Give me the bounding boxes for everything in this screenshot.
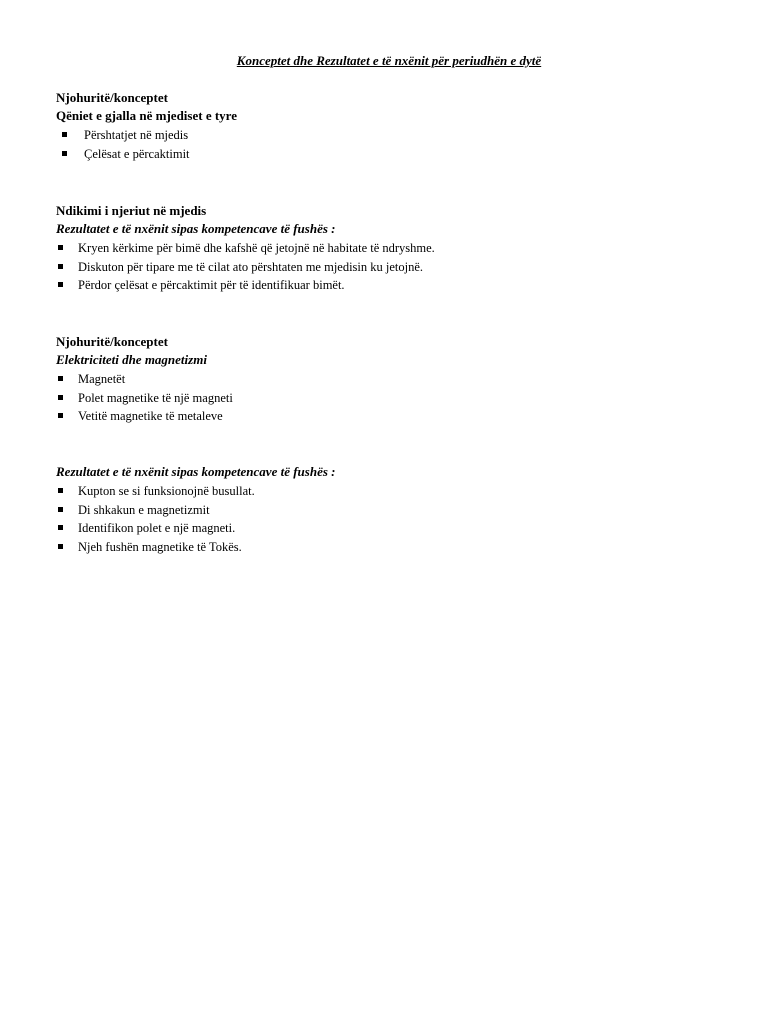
section-heading: Njohuritë/konceptet <box>56 90 168 105</box>
list-item: Di shkakun e magnetizmit <box>56 501 736 520</box>
square-bullet-icon <box>62 132 67 137</box>
square-bullet-icon <box>58 507 63 512</box>
square-bullet-icon <box>62 151 67 156</box>
bullet-list <box>56 239 736 295</box>
section-subheading: Rezultatet e të nxënit sipas kompetencave të fushës : <box>56 464 336 479</box>
section-heading: Njohuritë/konceptet <box>56 334 168 349</box>
square-bullet-icon <box>58 413 63 418</box>
section-elektriciteti-dhe-magnetizmi <box>56 333 736 426</box>
list-item: Identifikon polet e një magneti. <box>56 519 736 538</box>
list-item: Kryen kërkime për bimë dhe kafshë që jetojnë në habitate të ndryshme. <box>56 239 736 258</box>
bullet-list <box>56 482 736 556</box>
square-bullet-icon <box>58 395 63 400</box>
section-subheading: Elektriciteti dhe magnetizmi <box>56 352 207 367</box>
list-item: Përdor çelësat e përcaktimit për të identifikuar bimët. <box>56 276 736 295</box>
square-bullet-icon <box>58 525 63 530</box>
list-item: Përshtatjet në mjedis <box>56 126 736 145</box>
list-item: Çelësat e përcaktimit <box>56 145 736 164</box>
list-item: Vetitë magnetike të metaleve <box>56 407 736 426</box>
list-item: Polet magnetike të një magneti <box>56 389 736 408</box>
section-subheading: Rezultatet e të nxënit sipas kompetencave të fushës : <box>56 221 336 236</box>
square-bullet-icon <box>58 488 63 493</box>
list-item: Kupton se si funksionojnë busullat. <box>56 482 736 501</box>
section-heading: Ndikimi i njeriut në mjedis <box>56 203 207 218</box>
square-bullet-icon <box>58 264 63 269</box>
square-bullet-icon <box>58 544 63 549</box>
square-bullet-icon <box>58 245 63 250</box>
bullet-list <box>56 370 736 426</box>
section-rezultatet-magnetizmi <box>56 463 736 556</box>
list-item: Njeh fushën magnetike të Tokës. <box>56 538 736 557</box>
section-subheading: Qëniet e gjalla në mjediset e tyre <box>56 108 237 123</box>
list-item: Diskuton për tipare me të cilat ato përshtaten me mjedisin ku jetojnë. <box>56 258 736 277</box>
section-qeniet-e-gjalla <box>56 89 736 163</box>
bullet-list <box>56 126 736 163</box>
square-bullet-icon <box>58 282 63 287</box>
list-item: Magnetët <box>56 370 736 389</box>
section-ndikimi-i-njeriut <box>56 202 736 295</box>
document-title: Konceptet dhe Rezultatet e të nxënit për periudhën e dytë <box>236 53 542 68</box>
square-bullet-icon <box>58 376 63 381</box>
